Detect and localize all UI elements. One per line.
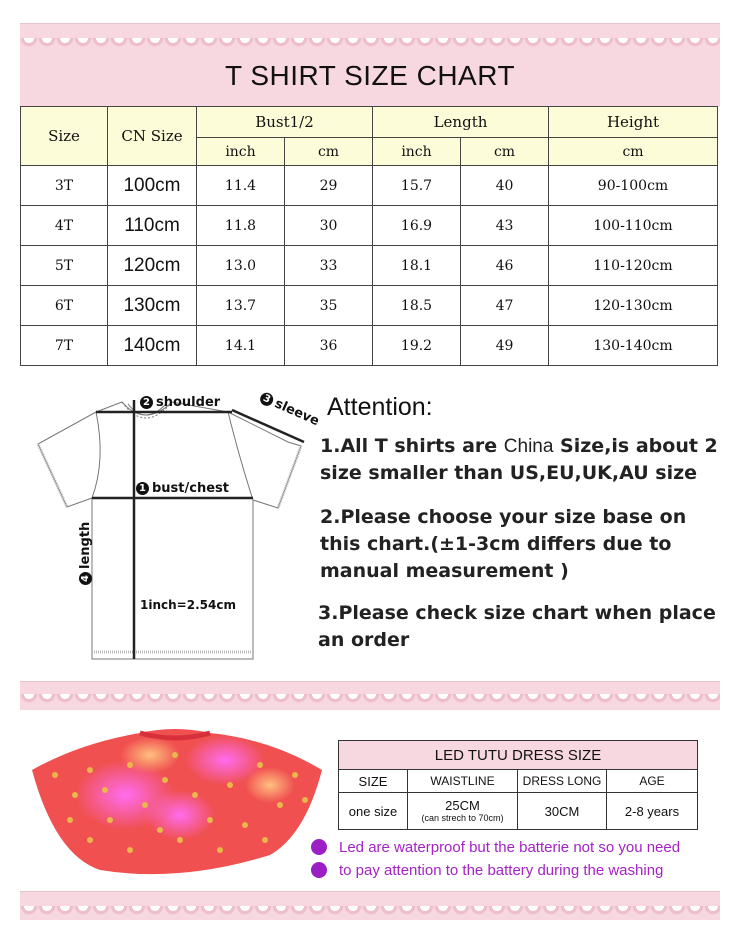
tshirt-size-table: [20, 106, 718, 366]
cell-cn-size: 110cm: [108, 206, 197, 246]
cell-bust-cm: 29: [285, 166, 373, 206]
header-height: Height: [549, 107, 718, 138]
cell-size: one size: [339, 793, 408, 830]
header-size: Size: [21, 107, 108, 166]
cell-length-inch: 18.5: [373, 286, 461, 326]
cell-bust-inch: 11.8: [197, 206, 285, 246]
tshirt-diagram: [20, 380, 330, 670]
cell-size: 4T: [21, 206, 108, 246]
tshirt-outline-icon: [20, 380, 330, 670]
cell-height: 90-100cm: [549, 166, 718, 206]
cell-length-inch: 15.7: [373, 166, 461, 206]
chart-title: T SHIRT SIZE CHART: [224, 60, 516, 91]
cell-bust-cm: 30: [285, 206, 373, 246]
header-cn-size: CN Size: [108, 107, 197, 166]
number-1-icon: 1: [136, 482, 149, 495]
divider-banner: [20, 681, 720, 710]
note-3: 3.Please check size chart when place an order: [318, 602, 716, 651]
cell-bust-cm: 33: [285, 246, 373, 286]
table-row: [21, 246, 718, 286]
header-size: SIZE: [339, 770, 408, 793]
tutu-skirt-icon: [30, 725, 325, 875]
note-line-1: Led are waterproof but the batterie not so you need: [339, 839, 681, 856]
header-waistline: WAISTLINE: [408, 770, 518, 793]
header-bust-cm: cm: [285, 138, 373, 166]
cell-length-cm: 46: [461, 246, 549, 286]
cell-bust-inch: 13.0: [197, 246, 285, 286]
cell-bust-cm: 35: [285, 286, 373, 326]
cell-size: 3T: [21, 166, 108, 206]
cell-height: 110-120cm: [549, 246, 718, 286]
cell-dress-long: 30CM: [518, 793, 607, 830]
table-row: [21, 286, 718, 326]
table-row: [21, 206, 718, 246]
cell-cn-size: 120cm: [108, 246, 197, 286]
header-dress-long: DRESS LONG: [518, 770, 607, 793]
length-label: 4length: [78, 522, 93, 585]
table-row: [21, 326, 718, 366]
bottom-banner: [20, 891, 720, 920]
shoulder-label: 2 shoulder: [140, 395, 220, 410]
cell-age: 2-8 years: [607, 793, 698, 830]
cell-bust-inch: 13.7: [197, 286, 285, 326]
header-length-cm: cm: [461, 138, 549, 166]
bust-label: 1 bust/chest: [136, 481, 229, 496]
bullet-icon: [311, 839, 327, 855]
cell-bust-inch: 14.1: [197, 326, 285, 366]
note-1: 1.All T shirts are China Size,is about 2 size smaller than US,EU,UK,AU size: [320, 435, 718, 484]
header-bust-inch: inch: [197, 138, 285, 166]
cell-size: 7T: [21, 326, 108, 366]
number-2-icon: 2: [140, 396, 153, 409]
tutu-size-table: [338, 740, 698, 830]
cell-length-cm: 49: [461, 326, 549, 366]
header-length-inch: inch: [373, 138, 461, 166]
header-length: Length: [373, 107, 549, 138]
scallop-border: [20, 694, 720, 708]
table-row: [21, 166, 718, 206]
cell-cn-size: 100cm: [108, 166, 197, 206]
note-line-2: to pay attention to the battery during the washing: [339, 862, 664, 879]
attention-title: Attention:: [327, 393, 433, 421]
table-row: [339, 793, 698, 830]
conversion-note: 1inch=2.54cm: [140, 598, 236, 612]
cell-length-inch: 18.1: [373, 246, 461, 286]
cell-length-inch: 16.9: [373, 206, 461, 246]
cell-bust-cm: 36: [285, 326, 373, 366]
cell-height: 130-140cm: [549, 326, 718, 366]
cell-cn-size: 130cm: [108, 286, 197, 326]
note-2: 2.Please choose your size base on this chart.(±1-3cm differs due to manual measurement ): [320, 506, 687, 582]
scallop-border: [20, 906, 720, 920]
cell-size: 5T: [21, 246, 108, 286]
tutu-dress-image: [30, 725, 325, 875]
header-height-cm: cm: [549, 138, 718, 166]
cell-height: 120-130cm: [549, 286, 718, 326]
cell-cn-size: 140cm: [108, 326, 197, 366]
header-bust: Bust1/2: [197, 107, 373, 138]
top-banner: [20, 23, 720, 107]
scallop-border: [20, 38, 720, 52]
cell-size: 6T: [21, 286, 108, 326]
header-age: AGE: [607, 770, 698, 793]
cell-length-cm: 40: [461, 166, 549, 206]
cell-waistline: 25CM (can strech to 70cm): [408, 793, 518, 830]
bullet-icon: [311, 862, 327, 878]
number-4-icon: 4: [79, 572, 92, 585]
cell-length-cm: 47: [461, 286, 549, 326]
cell-length-inch: 19.2: [373, 326, 461, 366]
sleeve-label: 3sleeve: [258, 390, 322, 429]
cell-height: 100-110cm: [549, 206, 718, 246]
tutu-table-title: LED TUTU DRESS SIZE: [339, 741, 698, 770]
cell-bust-inch: 11.4: [197, 166, 285, 206]
number-3-icon: 3: [258, 391, 275, 408]
cell-length-cm: 43: [461, 206, 549, 246]
